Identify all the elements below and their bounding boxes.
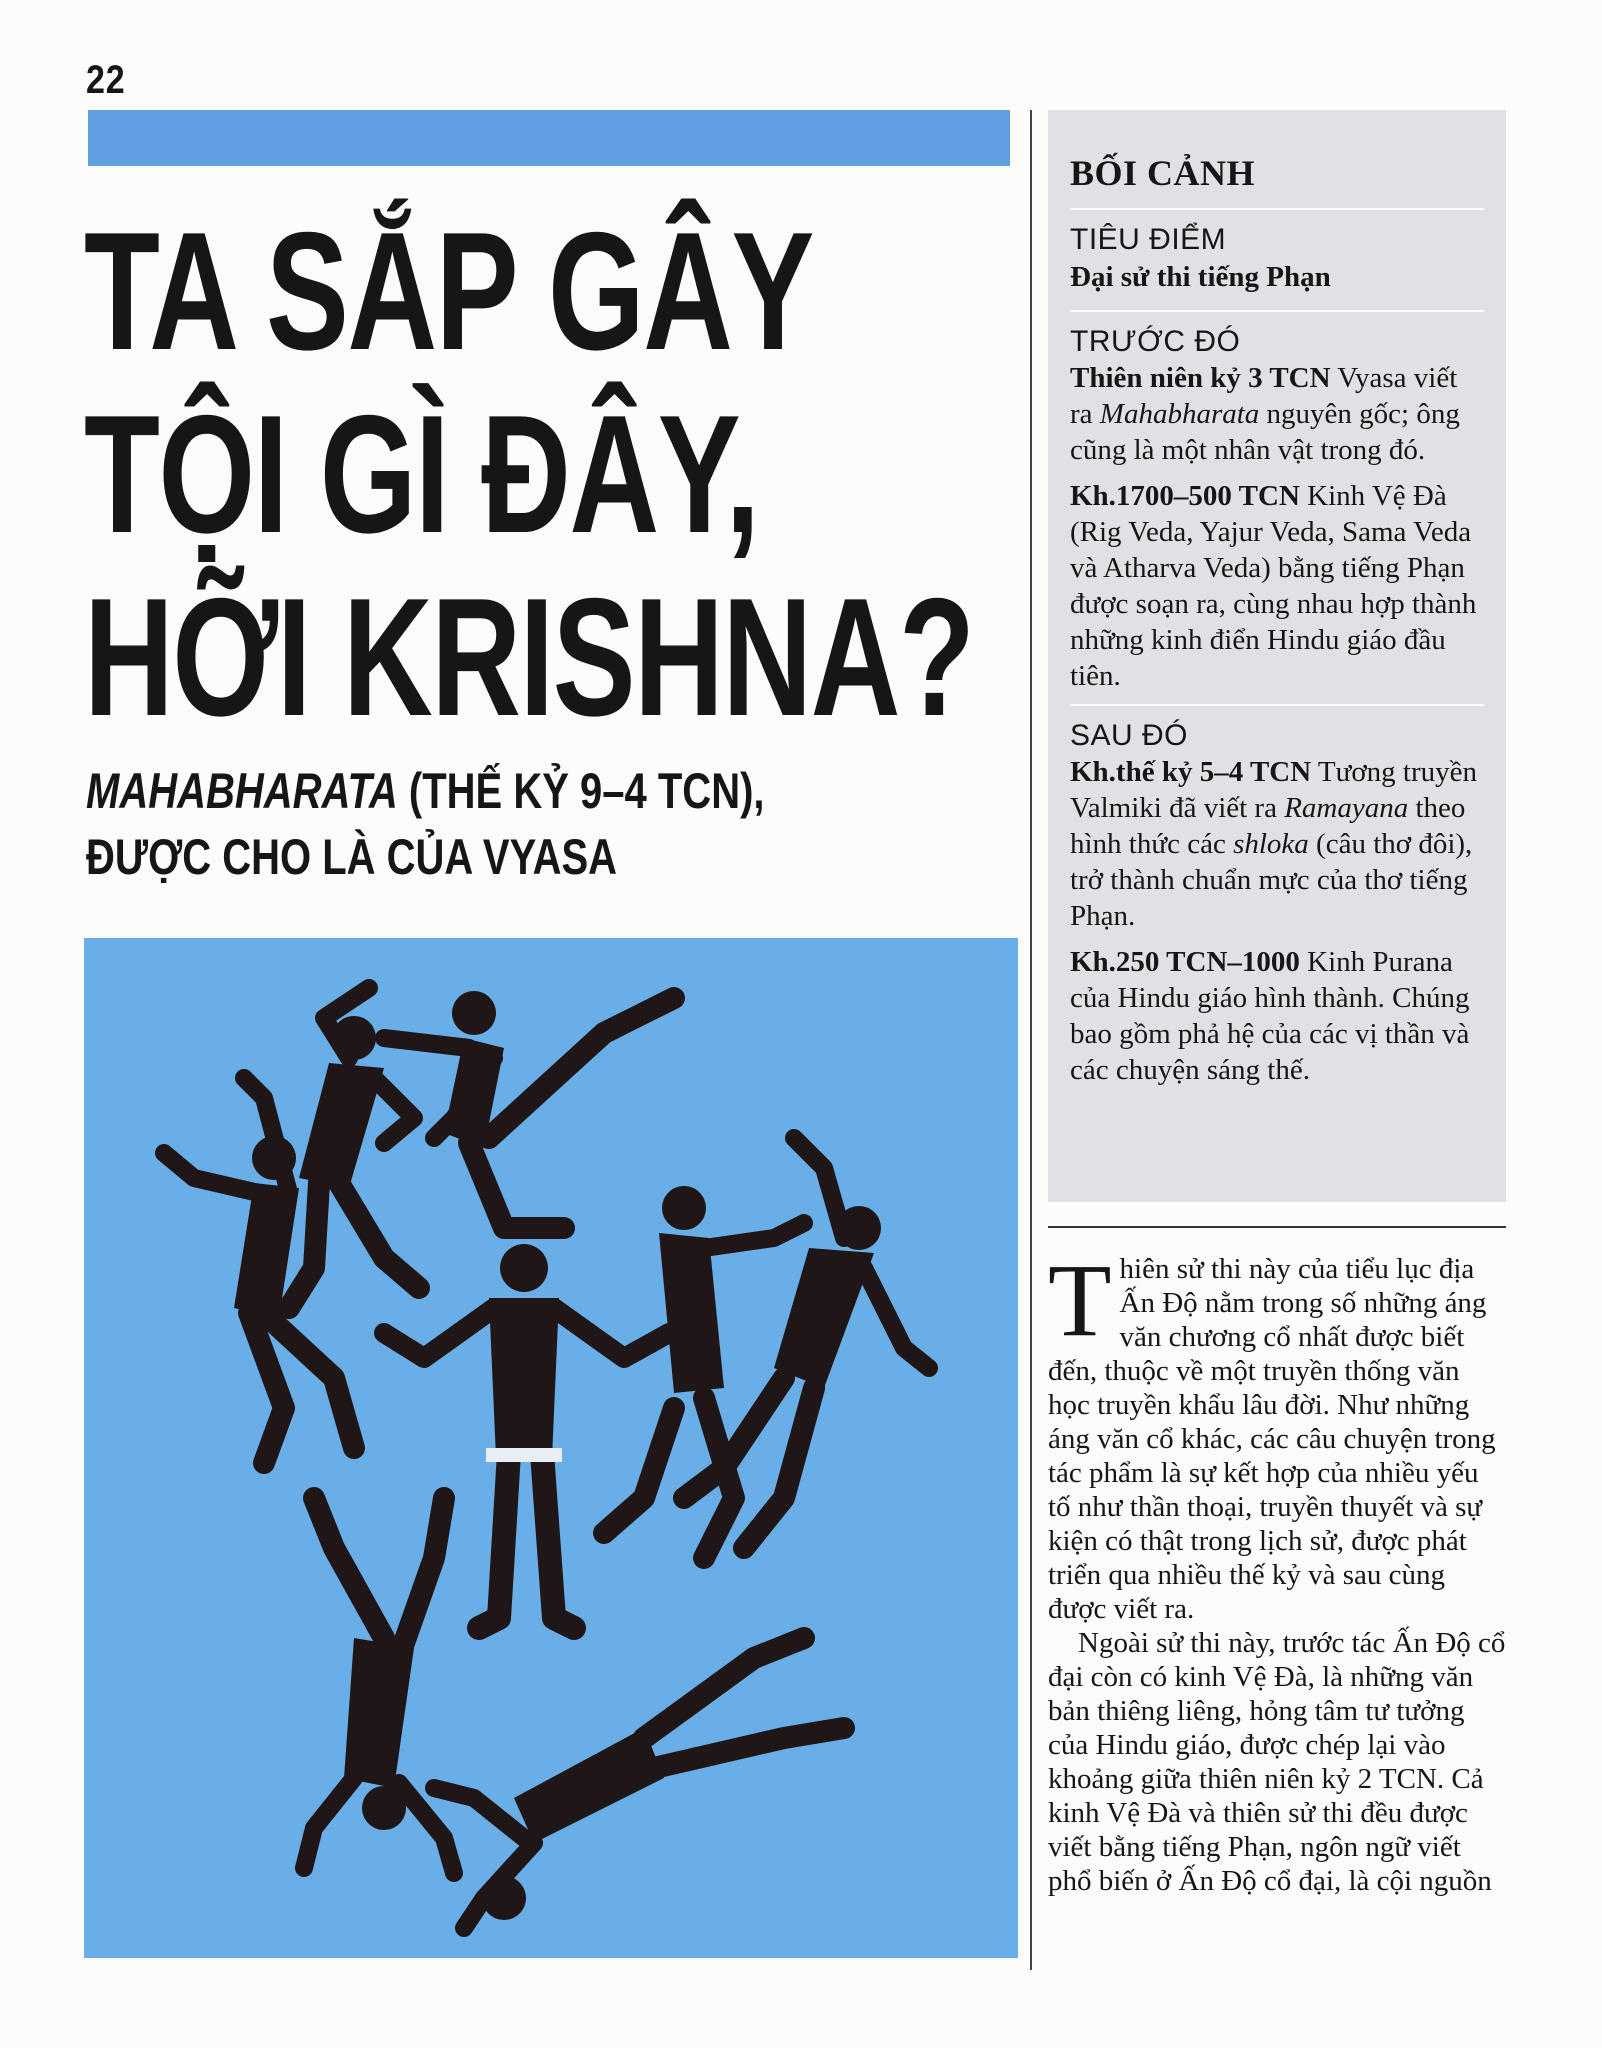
body-text — [1048, 1243, 1506, 1898]
focus-label: TIÊU ĐIỂM — [1070, 223, 1227, 256]
after-item-work: Ramayana — [1284, 792, 1409, 824]
drop-cap: T — [1048, 1243, 1112, 1358]
body-paragraph — [1048, 1243, 1506, 1626]
context-sidebar — [1048, 110, 1506, 1202]
title-line-1: TA SẮP GÂY — [84, 197, 813, 385]
before-label: TRƯỚC ĐÓ — [1070, 325, 1241, 358]
after-item-term: shloka — [1233, 828, 1309, 860]
after-item — [1070, 944, 1484, 1088]
body-rule — [1048, 1226, 1506, 1228]
title-line-2: TỘI GÌ ĐÂY, — [84, 380, 759, 568]
column-divider — [1030, 110, 1032, 1970]
before-item-date: Kh.1700–500 TCN — [1070, 480, 1300, 512]
after-item-text: (câu thơ đôi), trở thành chuẩn mực của thơ tiếng Phạn. — [1070, 828, 1473, 932]
sidebar-divider — [1070, 310, 1484, 312]
after-item — [1070, 754, 1484, 934]
after-item-text: Kinh Purana của Hindu giáo hình thành. Chúng bao gồm phả hệ của các vị thần và các chuyện sáng thế. — [1070, 946, 1470, 1086]
fighting-figures-illustration — [84, 938, 1018, 1958]
before-item-text: nguyên gốc; ông cũng là một nhân vật trong đó. — [1070, 398, 1460, 466]
context-heading: BỐI CẢNH — [1070, 153, 1256, 193]
after-item-date: Kh.250 TCN–1000 — [1070, 946, 1300, 978]
body-paragraph: Ngoài sử thi này, trước tác Ấn Độ cổ đại còn có kinh Vệ Đà, là những văn bản thiêng liêng, hỏng tâm tư tưởng của Hindu giáo, được chép lại vào khoảng giữa thiên niên kỷ 2 TCN. Cả kinh Vệ Đà và thiên sử thi đều được viết bằng tiếng Phạn, ngôn ngữ viết phổ biến ở Ấn Độ cổ đại, là cội nguồn — [1048, 1627, 1506, 1897]
page-number: 22 — [86, 58, 126, 102]
subtitle-date: (THẾ KỶ 9–4 TCN), — [397, 763, 765, 819]
before-item — [1070, 360, 1484, 468]
page-title — [84, 197, 974, 751]
after-item-text: theo hình thức các — [1070, 792, 1466, 860]
before-item-work: Mahabharata — [1099, 398, 1260, 430]
fighting-figures-icon — [84, 938, 1018, 1958]
after-item-text: Tương truyền Valmiki đã viết ra — [1070, 756, 1478, 824]
sidebar-divider — [1070, 208, 1484, 210]
title-color-bar — [88, 110, 1010, 166]
before-item-text: Vyasa viết ra — [1070, 362, 1458, 430]
work-title: MAHABHARATA — [86, 763, 398, 819]
subtitle-author: ĐƯỢC CHO LÀ CỦA VYASA — [86, 829, 618, 885]
before-item — [1070, 478, 1484, 694]
after-item-date: Kh.thế kỷ 5–4 TCN — [1070, 756, 1312, 788]
focus-value: Đại sử thi tiếng Phạn — [1070, 261, 1331, 293]
subtitle — [86, 758, 765, 890]
title-line-3: HỠI KRISHNA? — [84, 563, 974, 751]
before-item-date: Thiên niên kỷ 3 TCN — [1070, 362, 1331, 394]
after-label: SAU ĐÓ — [1070, 719, 1189, 752]
before-item-text: Kinh Vệ Đà (Rig Veda, Yajur Veda, Sama Veda và Atharva Veda) bằng tiếng Phạn được soạn ra, cùng nhau hợp thành những kinh điển Hindu giáo đầu tiên. — [1070, 480, 1477, 692]
paragraph-text: hiên sử thi này của tiểu lục địa Ấn Độ nằm trong số những áng văn chương cổ nhất được biết đến, thuộc về một truyền thống văn học truyền khẩu lâu đời. Như những áng văn cổ khác, các câu chuyện trong tác phẩm là sự kết hợp của nhiều yếu tố như thần thoại, truyền thuyết và sự kiện có thật trong lịch sử, được phát triển qua nhiều thế kỷ và sau cùng được viết ra. — [1048, 1253, 1496, 1625]
sidebar-divider — [1070, 704, 1484, 706]
